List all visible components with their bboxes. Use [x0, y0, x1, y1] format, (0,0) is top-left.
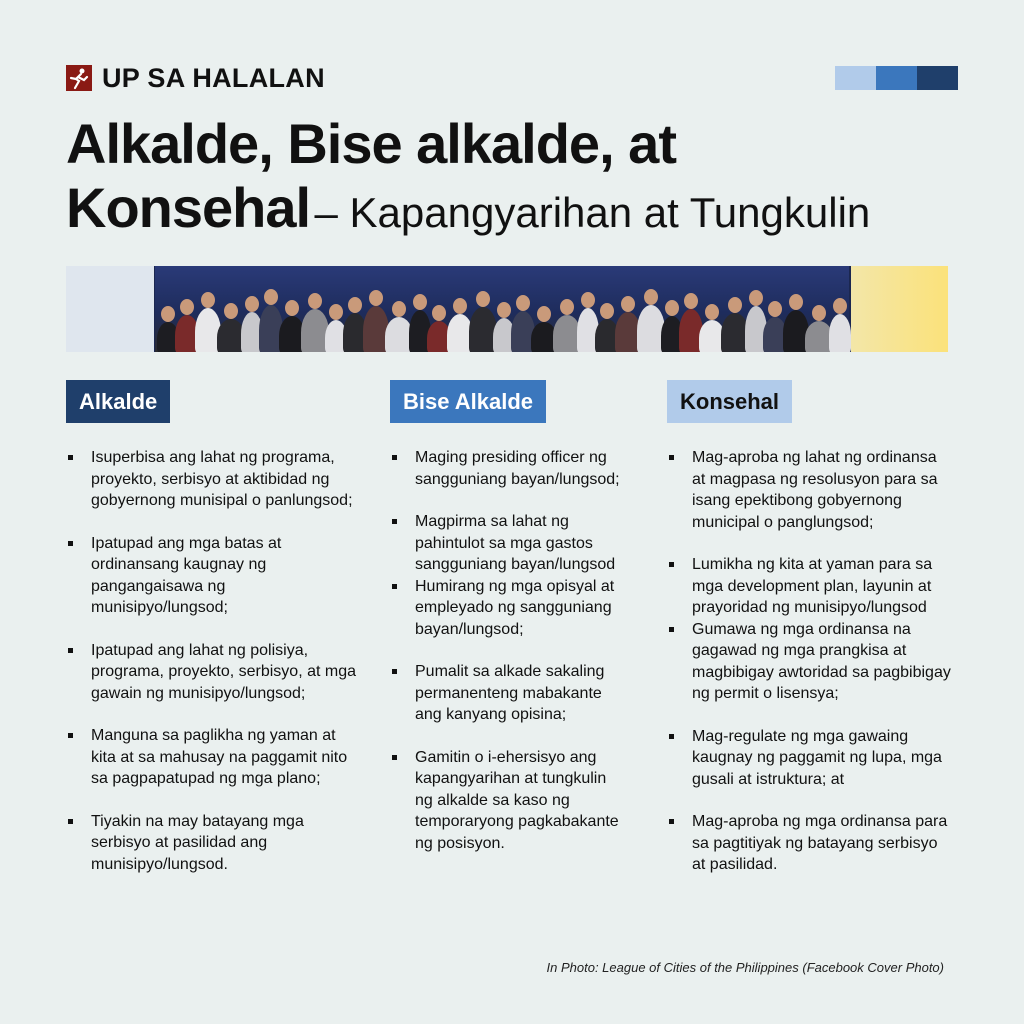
list-item: Isuperbisa ang lahat ng programa, proyekto, serbisyo at aktibidad ng gobyernong munisipal o panlungsod; — [66, 447, 356, 512]
stripe-dark — [917, 66, 958, 90]
list-item: Humirang ng mga opisyal at empleyado ng sangguniang bayan/lungsod; — [390, 576, 625, 641]
list-item: Ipatupad ang mga batas at ordinansang kaugnay ng pangangaisawa ng munisipyo/lungsod; — [66, 533, 356, 619]
crowd-head — [453, 298, 467, 314]
stripe-mid — [876, 66, 917, 90]
crowd-head — [432, 305, 446, 321]
list-item: Tiyakin na may batayang mga serbisyo at pasilidad ang munisipyo/lungsod. — [66, 811, 356, 876]
duty-list — [66, 447, 356, 875]
list-item: Mag-aproba ng lahat ng ordinansa at magpasa ng resolusyon para sa isang epektibong gobyernong municipal o panglungsod; — [667, 447, 952, 533]
crowd-head — [497, 302, 511, 318]
crowd-head — [768, 301, 782, 317]
list-item: Mag-aproba ng mga ordinansa para sa pagtitiyak ng batayang serbisyo at pasilidad. — [667, 811, 952, 876]
crowd-head — [621, 296, 635, 312]
column-heading: Alkalde — [66, 380, 170, 423]
crowd-head — [537, 306, 551, 322]
crowd-head — [392, 301, 406, 317]
brand — [66, 63, 325, 93]
column-konsehal — [667, 380, 952, 876]
crowd-head — [224, 303, 238, 319]
list-item: Lumikha ng kita at yaman para sa mga development plan, layunin at prayoridad ng munisipyo/lungsod — [667, 554, 952, 619]
list-item: Magpirma sa lahat ng pahintulot sa mga gastos sangguniang bayan/lungsod — [390, 511, 625, 576]
crowd-head — [705, 304, 719, 320]
crowd-head — [161, 306, 175, 322]
brand-name: UP SA HALALAN — [102, 62, 325, 93]
photo-caption: In Photo: League of Cities of the Philippines (Facebook Cover Photo) — [546, 960, 944, 975]
crowd-head — [264, 289, 278, 305]
crowd-head — [560, 299, 574, 315]
crowd-head — [684, 293, 698, 309]
crowd-head — [581, 292, 595, 308]
crowd-head — [180, 299, 194, 315]
crowd-head — [516, 295, 530, 311]
crowd-figure — [829, 314, 851, 352]
crowd-head — [749, 290, 763, 306]
duty-list — [667, 447, 952, 876]
column-heading: Bise Alkalde — [390, 380, 546, 423]
crowd-head — [329, 304, 343, 320]
crowd-head — [644, 289, 658, 305]
banner-photo — [66, 266, 948, 352]
list-item: Ipatupad ang lahat ng polisiya, programa, proyekto, serbisyo, at mga gawain ng munisipyo/lungsod; — [66, 640, 356, 705]
title-line2 — [66, 176, 966, 255]
list-item: Gumawa ng mga ordinansa na gagawad ng mga prangkisa at magbibigay awtoridad sa pagbibigay ng permit o lisensya; — [667, 619, 952, 705]
color-stripes — [835, 66, 958, 90]
title-bold: Konsehal — [66, 176, 311, 239]
crowd-head — [201, 292, 215, 308]
crowd-head — [728, 297, 742, 313]
crowd-head — [476, 291, 490, 307]
list-item: Pumalit sa alkade sakaling permanenteng mabakante ang kanyang opisina; — [390, 661, 625, 726]
column-heading: Konsehal — [667, 380, 792, 423]
crowd-head — [285, 300, 299, 316]
column-bise-alkalde — [390, 380, 625, 854]
duty-list — [390, 447, 625, 854]
crowd-head — [600, 303, 614, 319]
crowd-head — [789, 294, 803, 310]
crowd-head — [245, 296, 259, 312]
title-subtitle: – Kapangyarihan at Tungkulin — [314, 189, 871, 236]
crowd-head — [369, 290, 383, 306]
column-alkalde — [66, 380, 356, 875]
crowd-head — [413, 294, 427, 310]
list-item: Gamitin o i-ehersisyo ang kapangyarihan at tungkulin ng alkalde sa kaso ng temporaryong pagkabakante ng posisyon. — [390, 747, 625, 855]
crowd-head — [812, 305, 826, 321]
crowd-head — [833, 298, 847, 314]
group-photo — [155, 266, 849, 352]
crowd-head — [665, 300, 679, 316]
list-item: Mag-regulate ng mga gawaing kaugnay ng paggamit ng lupa, mga gusali at istruktura; at — [667, 726, 952, 791]
crowd-head — [308, 293, 322, 309]
list-item: Maging presiding officer ng sangguniang bayan/lungsod; — [390, 447, 625, 490]
crowd-head — [348, 297, 362, 313]
title-line1: Alkalde, Bise alkalde, at — [66, 112, 676, 175]
page-title — [66, 112, 966, 255]
list-item: Manguna sa paglikha ng yaman at kita at sa mahusay na paggamit nito sa pagpapatupad ng mga plano; — [66, 725, 356, 790]
runner-icon — [66, 65, 92, 91]
stripe-light — [835, 66, 876, 90]
